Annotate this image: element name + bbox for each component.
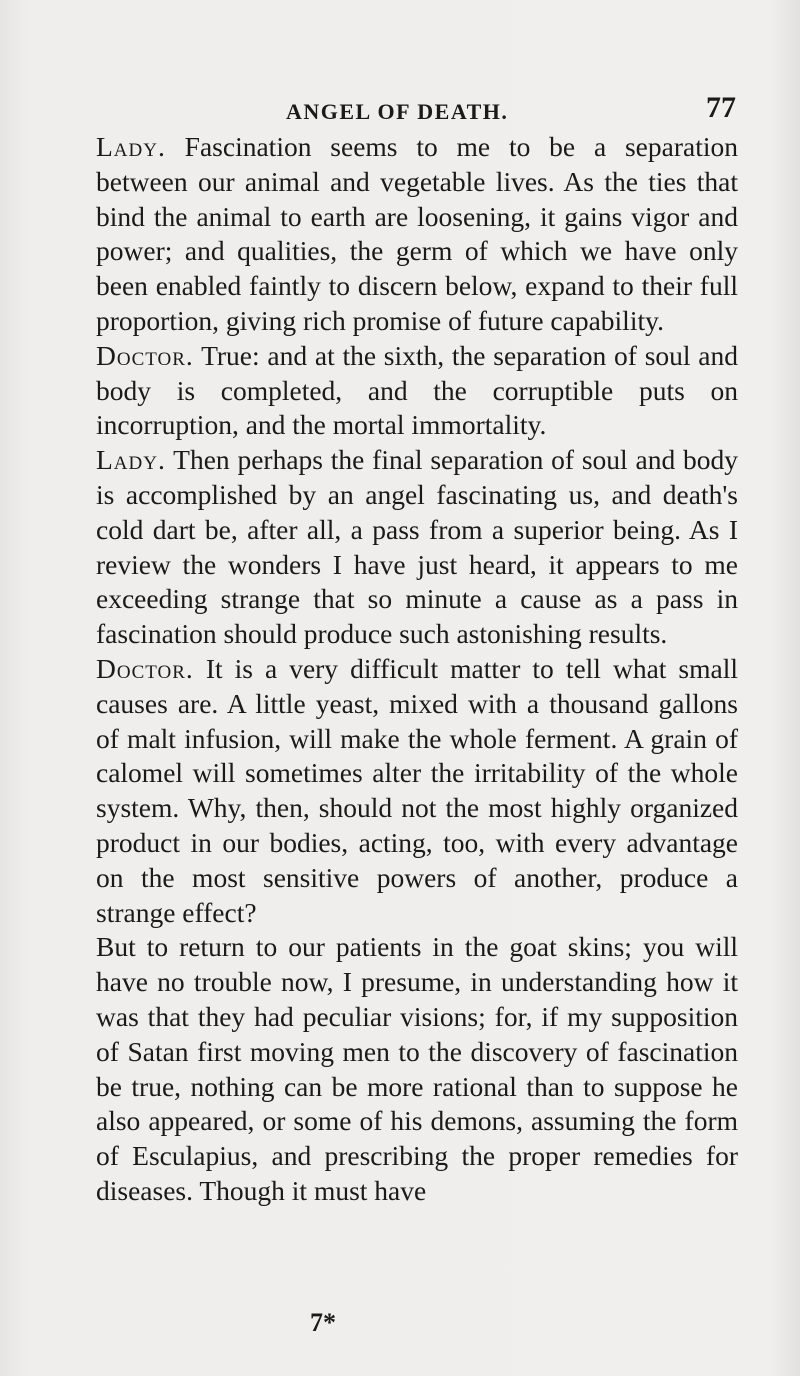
speaker-label: Doctor. (96, 339, 194, 371)
signature-mark: 7* (310, 1308, 336, 1337)
paragraph-text: True: and at the sixth, the separation of soul and body is completed, and the corruptible puts on incorruption, and the mortal immortality. (96, 339, 738, 441)
body-text (96, 130, 738, 1209)
paragraph-doctor-1 (96, 339, 738, 443)
paragraph-lady-2 (96, 443, 738, 652)
page-number: 77 (706, 91, 736, 124)
paragraph-text: But to return to our patients in the goat skins; you will have no trouble now, I presume, in understanding how it was that they had peculiar visions; for, if my supposition of Satan first moving men to the discovery of fascination be true, nothing can be more rational than to suppose he also appeared, or some of his demons, assuming the form of Esculapius, and prescribing the proper remedies for diseases. Though it must have (96, 931, 738, 1206)
paragraph-doctor-2 (96, 652, 738, 930)
running-head (96, 92, 736, 132)
paragraph-text: Then perhaps the final separation of soul and body is accomplished by an angel fascinating us, and death's cold dart be, after all, a pass from a superior being. As I review the wonders I have just heard, it appears to me exceeding strange that so minute a cause as a pass in fascination should produce such astonishing results. (96, 444, 738, 650)
paragraph-narration (96, 930, 738, 1208)
running-head-title: ANGEL OF DEATH. (286, 99, 509, 124)
paragraph-text: Fascination seems to me to be a separation between our animal and vegetable lives. As the ties that bind the animal to earth are loosening, it gains vigor and power; and qualities, the germ of which we have only been enabled faintly to discern below, expand to their full proportion, giving rich promise of future capability. (96, 131, 738, 336)
speaker-label: Lady. (96, 131, 166, 162)
speaker-label: Doctor. (96, 652, 194, 684)
paragraph-text: It is a very difficult matter to tell what small causes are. A little yeast, mixed with a thousand gallons of malt infusion, will make the whole ferment. A grain of calomel will sometimes alter the irritability of the whole system. Why, then, should not the most highly organized product in our bodies, acting, too, with every advantage on the most sensitive powers of another, produce a strange effect? (96, 652, 738, 928)
speaker-label: Lady. (96, 444, 166, 476)
paragraph-lady-1 (96, 130, 738, 339)
